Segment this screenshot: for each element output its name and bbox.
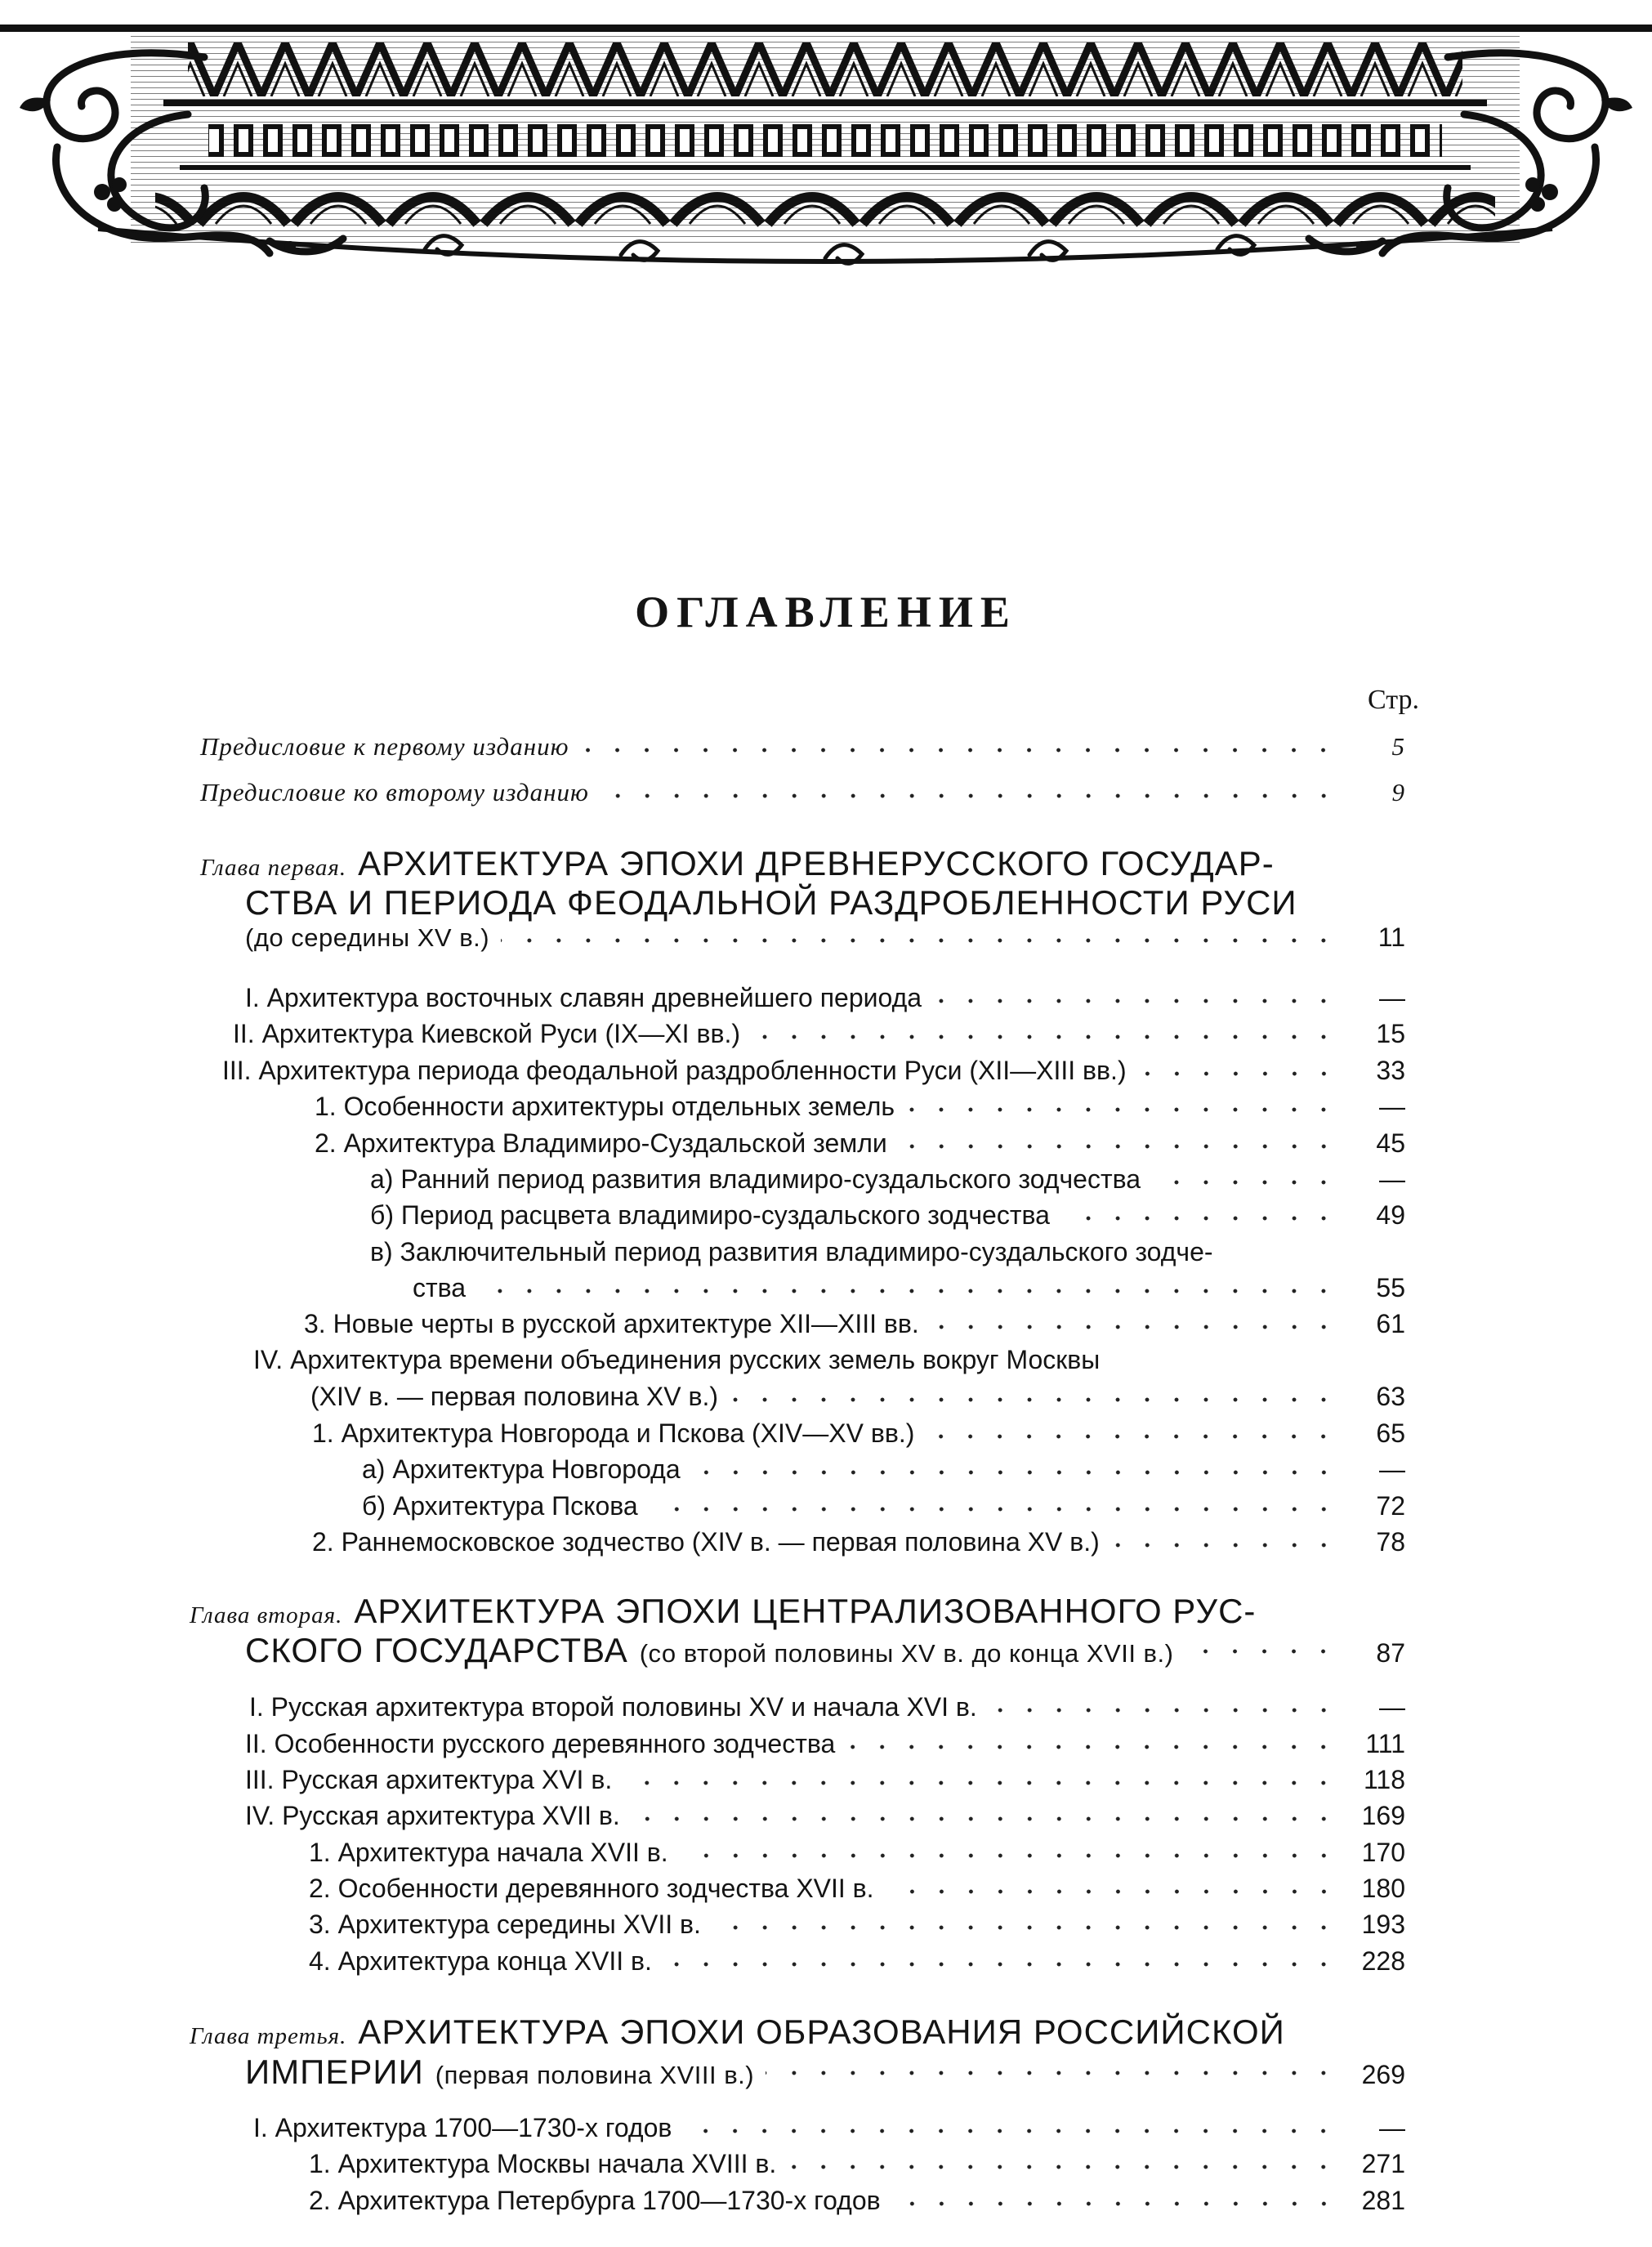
toc-entry[interactable]: [309, 2186, 1405, 2222]
dot-leader: [899, 1141, 1338, 1151]
toc-entry[interactable]: [245, 1765, 1405, 1801]
toc-page-number: 11: [1377, 922, 1405, 952]
toc-entry-text: II. Особенности русского деревянного зодчества: [245, 1729, 836, 1758]
dot-leader: [1138, 1069, 1338, 1079]
toc-entry[interactable]: [310, 1382, 1405, 1418]
dot-leader: [712, 1923, 1338, 1932]
toc-page-number: 61: [1376, 1309, 1405, 1338]
toc-entry[interactable]: [362, 1454, 1405, 1490]
dot-leader: [892, 2199, 1338, 2209]
toc-page-number: 72: [1376, 1491, 1405, 1521]
dot-leader: [933, 996, 1338, 1006]
dot-leader: [623, 1778, 1338, 1788]
toc-page-number: 228: [1361, 1946, 1405, 1976]
toc-entry-text: 2. Раннемосковское зодчество (XIV в. — первая половина XV в.): [312, 1527, 1100, 1557]
toc-entry[interactable]: [315, 1092, 1405, 1128]
toc-page-number: 5: [1391, 732, 1405, 761]
toc-page-number: 169: [1361, 1801, 1405, 1830]
toc-page-number: 271: [1361, 2149, 1405, 2178]
dot-leader: [477, 1286, 1338, 1296]
toc-entry-text: 3. Новые черты в русской архитектуре XII—XIII вв.: [304, 1309, 919, 1338]
toc-page-number: 33: [1376, 1056, 1405, 1085]
dot-leader: [680, 1851, 1338, 1861]
toc-entry-text: а) Ранний период развития владимиро-суздальского зодчества: [370, 1164, 1141, 1194]
chapter-label: Глава третья.: [190, 2023, 347, 2049]
chapter-2-heading-line-2[interactable]: [245, 1631, 1405, 1672]
toc-entry-preface-1[interactable]: [200, 732, 1405, 768]
dot-leader: [663, 1959, 1338, 1969]
toc-entry[interactable]: [312, 1527, 1405, 1563]
dot-leader: [730, 1395, 1338, 1405]
toc-entry[interactable]: [315, 1128, 1405, 1164]
toc-page-number: —: [1379, 1454, 1405, 1484]
dot-leader: [906, 1105, 1338, 1115]
toc-page-number: 193: [1361, 1910, 1405, 1939]
toc-entry[interactable]: [309, 1910, 1405, 1945]
chapter-3-heading-line-2[interactable]: [245, 2053, 1405, 2093]
toc-page-number: 180: [1361, 1874, 1405, 1903]
dot-leader: [766, 2068, 1338, 2078]
toc-entry-text: III. Русская архитектура XVI в.: [245, 1765, 613, 1794]
toc-entry[interactable]: [222, 1056, 1405, 1092]
toc-entry[interactable]: [253, 1345, 1405, 1381]
toc-entry-text: IV. Архитектура времени объединения русских земель вокруг Москвы: [253, 1345, 1101, 1374]
toc-page-number: 111: [1365, 1729, 1405, 1758]
toc-page-number: 9: [1391, 778, 1405, 806]
toc-entry-preface-2[interactable]: [200, 778, 1405, 814]
dot-leader: [926, 1432, 1338, 1441]
toc-page-number: 65: [1376, 1418, 1405, 1448]
chapter-title: АРХИТЕКТУРА ЭПОХИ ЦЕНТРАЛИЗОВАННОГО РУС-: [354, 1592, 1257, 1630]
dot-leader: [601, 791, 1338, 801]
dot-leader: [692, 1467, 1338, 1477]
chapter-subtitle: (до середины XV в.): [245, 923, 490, 952]
toc-page-number: —: [1379, 983, 1405, 1012]
dot-leader: [683, 2126, 1338, 2136]
page-column-header: Стр.: [1367, 685, 1419, 715]
chapter-3-heading-line-1[interactable]: [190, 2012, 1405, 2053]
toc-page-number: 78: [1376, 1527, 1405, 1557]
toc-entry-text: Предисловие к первому изданию: [200, 732, 569, 761]
toc-page-number: 170: [1361, 1838, 1405, 1867]
dot-leader: [632, 1814, 1338, 1824]
toc-entry[interactable]: [245, 1729, 1405, 1765]
toc-entry[interactable]: [249, 1692, 1405, 1728]
toc-entry-text: (XIV в. — первая половина XV в.): [310, 1382, 718, 1411]
chapter-subtitle: (со второй половины XV в. до конца XVII в.): [639, 1639, 1174, 1668]
toc-entry[interactable]: [245, 983, 1405, 1019]
toc-page-number: 49: [1376, 1200, 1405, 1230]
toc-entry[interactable]: [413, 1273, 1405, 1309]
toc-entry[interactable]: [309, 1874, 1405, 1910]
toc-entry-text: б) Архитектура Пскова: [362, 1491, 638, 1521]
chapter-1-heading-line-1[interactable]: [200, 844, 1405, 885]
toc-entry[interactable]: [253, 2113, 1405, 2149]
toc-entry[interactable]: [309, 2149, 1405, 2185]
toc-entry[interactable]: [370, 1237, 1405, 1273]
toc-entry-text: 1. Архитектура начала XVII в.: [309, 1838, 668, 1867]
toc-entry-text: I. Архитектура 1700—1730-х годов: [253, 2113, 672, 2142]
toc-entry-text: ства: [413, 1273, 467, 1302]
toc-page-number: 87: [1376, 1638, 1405, 1668]
toc-entry[interactable]: [309, 1838, 1405, 1874]
toc-entry-text: 1. Архитектура Москвы начала XVIII в.: [309, 2149, 777, 2178]
chapter-title: СТВА И ПЕРИОДА ФЕОДАЛЬНОЙ РАЗДРОБЛЕННОСТИ РУСИ: [245, 883, 1297, 922]
toc-page-number: 63: [1376, 1382, 1405, 1411]
chapter-title: АРХИТЕКТУРА ЭПОХИ ДРЕВНЕРУССКОГО ГОСУДАР-: [358, 844, 1275, 882]
dot-leader: [580, 745, 1338, 755]
toc-entry[interactable]: [233, 1019, 1405, 1055]
chapter-label: Глава первая.: [200, 855, 347, 881]
toc-page-number: 118: [1363, 1765, 1405, 1794]
toc-page-number: —: [1379, 1092, 1405, 1121]
toc-page-number: 45: [1376, 1128, 1405, 1158]
toc-entry-text: в) Заключительный период развития владимиро-суздальского зодче-: [370, 1237, 1213, 1266]
dot-leader: [752, 1032, 1338, 1042]
chapter-subtitle: (первая половина XVIII в.): [435, 2061, 755, 2089]
toc-entry-text: 4. Архитектура конца XVII в.: [309, 1946, 652, 1976]
toc-entry[interactable]: [370, 1200, 1405, 1236]
page-title: ОГЛАВЛЕНИЕ: [635, 587, 1017, 637]
chapter-title: СКОГО ГОСУДАРСТВА: [245, 1631, 628, 1669]
toc-page-number: —: [1379, 2113, 1405, 2142]
toc-entry-text: Предисловие ко второму изданию: [200, 778, 589, 806]
dot-leader: [1185, 1646, 1338, 1656]
toc-entry-text: I. Русская архитектура второй половины XV и начала XVI в.: [249, 1692, 977, 1722]
toc-page-number: 281: [1361, 2186, 1405, 2215]
toc-entry-text: б) Период расцвета владимиро-суздальского зодчества: [370, 1200, 1050, 1230]
dot-leader: [1111, 1540, 1338, 1550]
toc-entry-text: II. Архитектура Киевской Руси (IX—XI вв.): [233, 1019, 740, 1048]
toc-page-number: 269: [1361, 2060, 1405, 2089]
chapter-label: Глава вторая.: [190, 1602, 343, 1628]
dot-leader: [989, 1705, 1338, 1715]
toc-entry[interactable]: [370, 1164, 1405, 1200]
toc-page-number: —: [1379, 1692, 1405, 1722]
toc-entry-text: 2. Архитектура Петербурга 1700—1730-х годов: [309, 2186, 881, 2215]
toc-entry-text: III. Архитектура периода феодальной раздробленности Руси (XII—XIII вв.): [222, 1056, 1127, 1085]
toc-page-number: 15: [1376, 1019, 1405, 1048]
toc-entry-text: IV. Русская архитектура XVII в.: [245, 1801, 620, 1830]
chapter-title: ИМПЕРИИ: [245, 2053, 424, 2091]
toc-entry-text: 3. Архитектура середины XVII в.: [309, 1910, 701, 1939]
toc-page-number: 55: [1376, 1273, 1405, 1302]
dot-leader: [650, 1504, 1338, 1514]
toc-entry-text: 1. Архитектура Новгорода и Пскова (XIV—XV вв.): [312, 1418, 915, 1448]
toc-entry[interactable]: [362, 1491, 1405, 1527]
dot-leader: [501, 936, 1338, 945]
dot-leader: [1152, 1177, 1338, 1187]
toc-entry[interactable]: [312, 1418, 1405, 1454]
dot-leader: [1061, 1213, 1338, 1223]
toc-entry-text: 2. Архитектура Владимиро-Суздальской земли: [315, 1128, 887, 1158]
dot-leader: [886, 1887, 1338, 1896]
chapter-1-heading-line-3[interactable]: [245, 922, 1405, 958]
chapter-2-heading-line-1[interactable]: [190, 1592, 1405, 1633]
dot-leader: [931, 1322, 1338, 1332]
toc-entry[interactable]: [304, 1309, 1405, 1345]
toc-entry[interactable]: [309, 1946, 1405, 1982]
dot-leader: [788, 2162, 1338, 2172]
chapter-title: АРХИТЕКТУРА ЭПОХИ ОБРАЗОВАНИЯ РОССИЙСКОЙ: [358, 2012, 1285, 2051]
chapter-1-heading-line-2[interactable]: [245, 883, 1405, 924]
toc-entry-text: а) Архитектура Новгорода: [362, 1454, 681, 1484]
toc-entry-text: 1. Особенности архитектуры отдельных земель: [315, 1092, 895, 1121]
toc-page-number: —: [1379, 1164, 1405, 1194]
dot-leader: [846, 1742, 1338, 1752]
toc-entry[interactable]: [245, 1801, 1405, 1837]
toc-entry-text: I. Архитектура восточных славян древнейшего периода: [245, 983, 922, 1012]
toc-entry-text: 2. Особенности деревянного зодчества XVII в.: [309, 1874, 874, 1903]
